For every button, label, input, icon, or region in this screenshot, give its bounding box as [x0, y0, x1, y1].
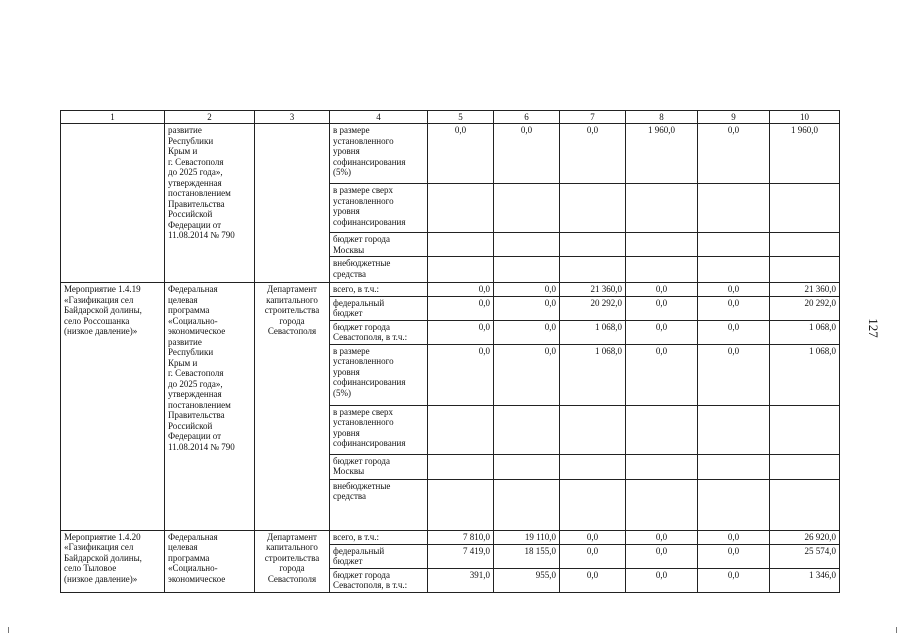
value-cell [698, 184, 770, 233]
value-cell: 0,0 [428, 344, 494, 405]
funding-source: внебюджетные средства [330, 479, 428, 530]
column-number: 7 [560, 111, 626, 124]
column-number: 1 [61, 111, 165, 124]
value-cell: 20 292,0 [560, 296, 626, 320]
funding-source: федеральный бюджет [330, 544, 428, 568]
column-number: 9 [698, 111, 770, 124]
value-cell [770, 257, 840, 283]
funding-source: бюджет города Москвы [330, 233, 428, 257]
value-cell [698, 233, 770, 257]
value-cell [770, 479, 840, 530]
funding-source: бюджет города Севастополя, в т.ч.: [330, 568, 428, 592]
table-row [61, 124, 840, 184]
table-row [61, 283, 840, 297]
value-cell: 0,0 [494, 320, 560, 344]
value-cell [626, 454, 698, 479]
value-cell [494, 405, 560, 454]
value-cell: 1 346,0 [770, 568, 840, 592]
value-cell: 0,0 [626, 296, 698, 320]
column-number: 5 [428, 111, 494, 124]
value-cell: 0,0 [428, 124, 494, 184]
value-cell: 18 155,0 [494, 544, 560, 568]
value-cell: 391,0 [428, 568, 494, 592]
value-cell [560, 257, 626, 283]
value-cell [626, 257, 698, 283]
value-cell [428, 479, 494, 530]
value-cell: 0,0 [626, 530, 698, 544]
column-number: 8 [626, 111, 698, 124]
value-cell [428, 405, 494, 454]
value-cell: 0,0 [626, 320, 698, 344]
value-cell: 0,0 [698, 124, 770, 184]
value-cell: 0,0 [494, 283, 560, 297]
value-cell: 1 068,0 [560, 320, 626, 344]
value-cell [428, 257, 494, 283]
value-cell [428, 233, 494, 257]
funding-source: федеральный бюджет [330, 296, 428, 320]
value-cell: 26 920,0 [770, 530, 840, 544]
value-cell: 0,0 [428, 283, 494, 297]
value-cell: 955,0 [494, 568, 560, 592]
value-cell [428, 184, 494, 233]
value-cell [626, 479, 698, 530]
value-cell: 0,0 [560, 544, 626, 568]
column-number: 6 [494, 111, 560, 124]
activity-cell [61, 124, 165, 283]
value-cell [428, 454, 494, 479]
funding-source: в размере сверх установленного уровня софинансирования [330, 405, 428, 454]
value-cell: 1 068,0 [770, 320, 840, 344]
value-cell: 0,0 [698, 544, 770, 568]
value-cell: 0,0 [560, 568, 626, 592]
funding-source: в размере установленного уровня софинансирования (5%) [330, 124, 428, 184]
value-cell [560, 454, 626, 479]
program-cell: развитие Республики Крым и г. Севастополя до 2025 года», утвержденная постановлением Правительства Российской Федерации от 11.08.2014 № 790 [165, 124, 255, 283]
value-cell: 0,0 [428, 320, 494, 344]
value-cell: 0,0 [698, 296, 770, 320]
value-cell [494, 479, 560, 530]
value-cell: 25 574,0 [770, 544, 840, 568]
table-row [61, 530, 840, 544]
value-cell: 0,0 [698, 568, 770, 592]
responsible-cell: Департамент капитального строительства города Севастополя [255, 283, 330, 531]
value-cell: 0,0 [626, 568, 698, 592]
value-cell [560, 479, 626, 530]
activity-cell: Мероприятие 1.4.19 «Газификация сел Байдарской долины, село Россошанка (низкое давление)» [61, 283, 165, 531]
value-cell: 0,0 [626, 344, 698, 405]
value-cell: 0,0 [494, 124, 560, 184]
value-cell [560, 233, 626, 257]
value-cell [626, 184, 698, 233]
value-cell [698, 257, 770, 283]
funding-source: внебюджетные средства [330, 257, 428, 283]
value-cell: 1 068,0 [560, 344, 626, 405]
value-cell: 0,0 [698, 320, 770, 344]
value-cell: 0,0 [428, 296, 494, 320]
value-cell [698, 454, 770, 479]
value-cell [626, 405, 698, 454]
funding-source: всего, в т.ч.: [330, 530, 428, 544]
value-cell: 0,0 [494, 296, 560, 320]
budget-table [60, 110, 840, 593]
value-cell: 7 419,0 [428, 544, 494, 568]
value-cell [698, 479, 770, 530]
column-number: 4 [330, 111, 428, 124]
value-cell [770, 454, 840, 479]
value-cell [770, 405, 840, 454]
funding-source: всего, в т.ч.: [330, 283, 428, 297]
value-cell: 0,0 [560, 124, 626, 184]
program-cell: Федеральная целевая программа «Социально- экономическое развитие Республики Крым и г. Севастополя до 2025 года», утвержденная постановлением Правительства Российской Федерации от 11.08.2014 № 790 [165, 283, 255, 531]
value-cell: 0,0 [698, 344, 770, 405]
funding-source: в размере сверх установленного уровня софинансирования [330, 184, 428, 233]
funding-source: бюджет города Севастополя, в т.ч.: [330, 320, 428, 344]
value-cell: 21 360,0 [770, 283, 840, 297]
funding-source: бюджет города Москвы [330, 454, 428, 479]
value-cell [698, 405, 770, 454]
value-cell: 0,0 [560, 530, 626, 544]
column-number: 2 [165, 111, 255, 124]
value-cell [494, 454, 560, 479]
value-cell: 0,0 [494, 344, 560, 405]
value-cell [626, 233, 698, 257]
value-cell [770, 233, 840, 257]
value-cell: 1 960,0 [626, 124, 698, 184]
program-cell: Федеральная целевая программа «Социально- экономическое [165, 530, 255, 592]
value-cell: 1 068,0 [770, 344, 840, 405]
value-cell: 19 110,0 [494, 530, 560, 544]
value-cell [494, 233, 560, 257]
value-cell: 0,0 [626, 283, 698, 297]
value-cell: 20 292,0 [770, 296, 840, 320]
value-cell [494, 257, 560, 283]
activity-cell: Мероприятие 1.4.20 «Газификация сел Байдарской долины, село Тыловое (низкое давление)» [61, 530, 165, 592]
scan-edge-mark [8, 627, 9, 633]
value-cell: 0,0 [698, 283, 770, 297]
value-cell: 0,0 [698, 530, 770, 544]
funding-source: в размере установленного уровня софинансирования (5%) [330, 344, 428, 405]
responsible-cell: Департамент капитального строительства города Севастополя [255, 530, 330, 592]
value-cell: 0,0 [626, 544, 698, 568]
column-number-row [61, 111, 840, 124]
scan-edge-mark [896, 627, 897, 633]
value-cell [770, 184, 840, 233]
column-number: 3 [255, 111, 330, 124]
page-number: 127 [866, 318, 881, 338]
value-cell: 7 810,0 [428, 530, 494, 544]
column-number: 10 [770, 111, 840, 124]
responsible-cell [255, 124, 330, 283]
value-cell: 1 960,0 [770, 124, 840, 184]
value-cell [560, 405, 626, 454]
value-cell: 21 360,0 [560, 283, 626, 297]
value-cell [560, 184, 626, 233]
value-cell [494, 184, 560, 233]
